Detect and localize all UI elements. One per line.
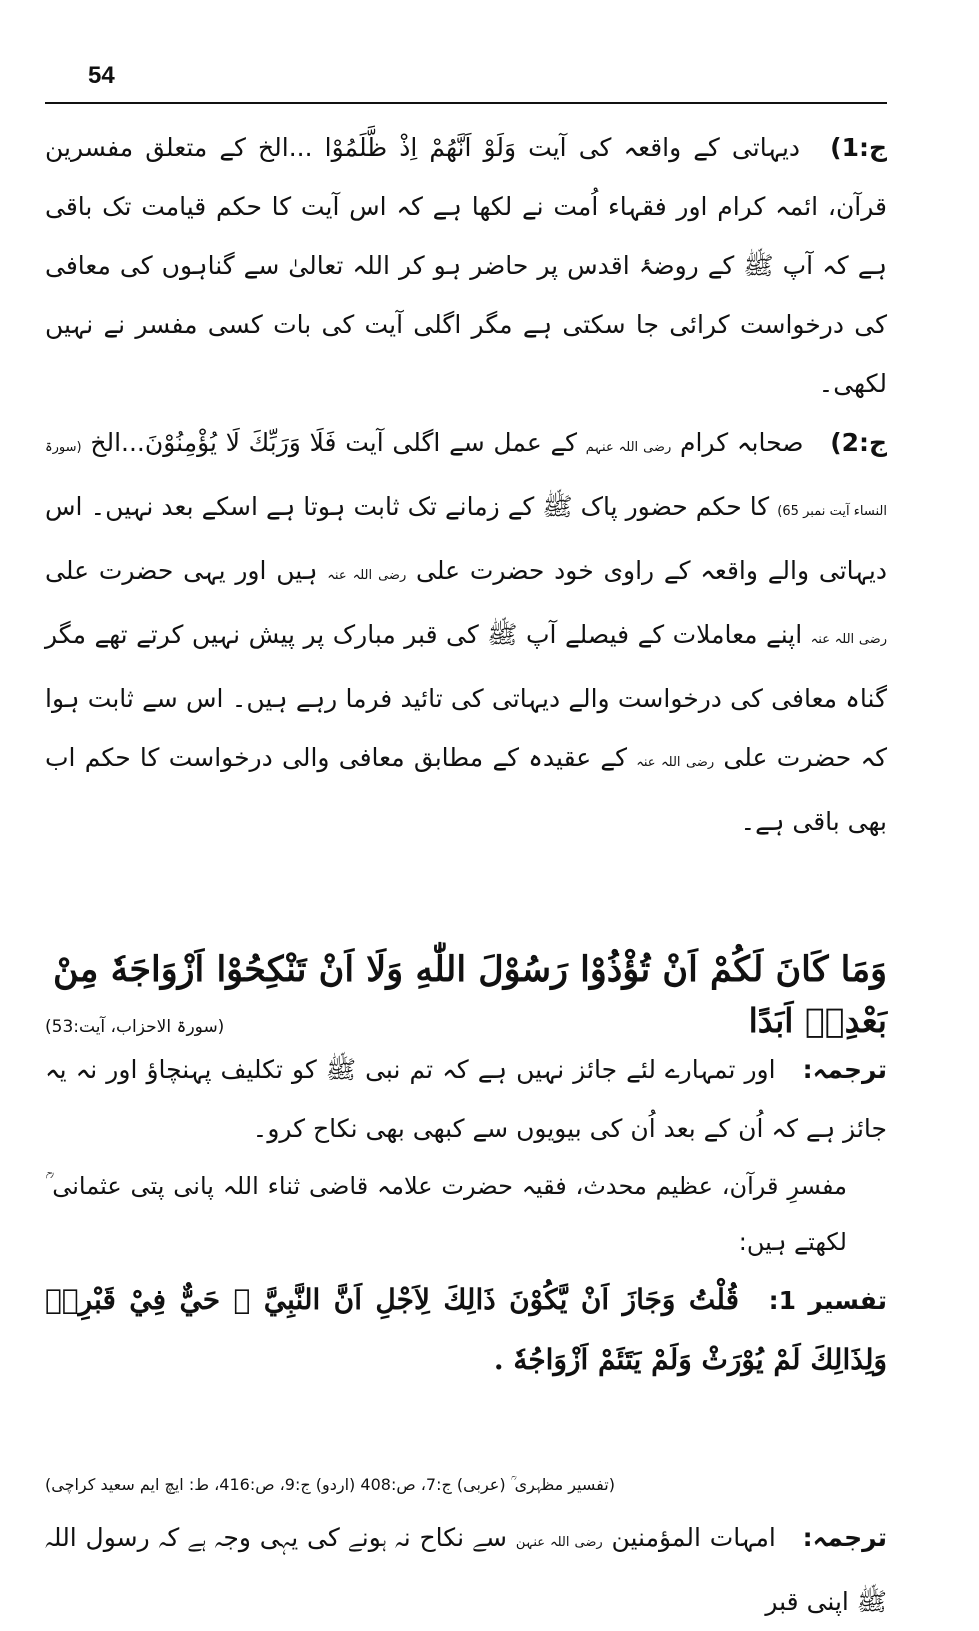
answer-2-text-a: صحابہ کرام	[679, 428, 804, 457]
tafsir-1-text: قُلْتُ وَجَازَ اَنْ يَّكُوْنَ ذَالِكَ لِاَجْلِ اَنَّ النَّبِيَّ ﷺ حَيٌّ فِيْ قَبْرِهٖ وَلِذَالِكَ لَمْ يُوْرَثْ وَلَمْ يَتَئَمْ اَزْوَاجُهٗ .	[45, 1283, 887, 1376]
header-rule	[45, 102, 887, 104]
answer-2-text-c: کا حکم حضور پاک ﷺ کے زمانے تک ثابت ہوتا ہے اسکے بعد نہیں۔ اس دیہاتی والے واقعہ کے راوی خود حضرت علی	[45, 492, 888, 585]
quran-verse-line-2: بَعْدِهٖ اَبَدًا	[748, 1001, 887, 1040]
translation-1-text: اور تمہارے لئے جائز نہیں ہے کہ تم نبی ﷺ کو تکلیف پہنچاؤ اور نہ یہ جائز ہے کہ اُن کے بعد اُن کی بیویوں سے کبھی بھی نکاح کرو۔	[45, 1055, 887, 1143]
honorific-ali-1: رضی اللہ عنہ	[327, 568, 407, 583]
page-content	[45, 118, 887, 1631]
spacer	[45, 1390, 887, 1452]
answer-2-text-e: اپنے معاملات کے فیصلے آپ ﷺ کی قبر مبارک پر پیش نہیں کرتے تھے مگر گناہ معافی کی درخواست والے دیہاتی کی تائید فرما رہے ہیں۔ اس سے ثابت ہوا کہ حضرت علی	[45, 620, 887, 772]
answer-2-label: ج:2)	[830, 428, 888, 457]
answer-1-text: دیہاتی کے واقعہ کی آیت وَلَوْ اَنَّهُمْ اِذْ ظَّلَمُوْا ...الخ کے متعلق مفسرین قرآن، ائمہ کرام اور فقہاء اُمت نے لکھا ہے کہ اس آیت کا حکم قیامت تک باقی ہے کہ آپ ﷺ کے روضۂ اقدس پر حاضر ہو کر اللہ تعالیٰ سے گناہوں کی معافی کی درخواست کرائی جا سکتی ہے مگر اگلی آیت کی بات کسی مفسر نے نہیں لکھی۔	[45, 133, 887, 398]
tafsir-intro: مفسرِ قرآن، عظیم محدث، فقیہ حضرت علامہ قاضی ثناء اللہ پانی پتی عثمانی ؒ لکھتے ہیں:	[45, 1172, 847, 1256]
answer-2-text-d: ہیں اور یہی حضرت علی	[45, 556, 318, 585]
translation-2-text-a: امہات المؤمنین	[611, 1523, 776, 1552]
footnote-reference: (تفسیر مظہری ؒ (عربی) ج:7، ص:408 (اردو) ج:9، ص:416، ط: ایچ ایم سعید کراچی)	[45, 1475, 615, 1494]
answer-2-text-f: کے عقیدہ کے مطابق معافی والی درخواست کا حکم اب بھی باقی ہے۔	[45, 743, 887, 836]
translation-2-label: ترجمہ:	[802, 1523, 888, 1552]
answer-1	[45, 118, 887, 413]
translation-1-label: ترجمہ:	[802, 1055, 887, 1084]
tafsir-1-label: تفسیر 1:	[768, 1286, 888, 1315]
translation-2	[45, 1508, 887, 1631]
honorific-ali-3: رضی اللہ عنہ	[636, 755, 715, 770]
answer-1-label: ج:1)	[830, 133, 887, 162]
answer-2	[45, 413, 887, 851]
surah-reference: (سورۃ النساء آیت نمبر 65)	[45, 440, 887, 519]
honorific-ali-2: رضی اللہ عنہ	[810, 632, 887, 647]
translation-1	[45, 1040, 887, 1158]
tafsir-1	[45, 1270, 887, 1390]
honorific-ummahat: رضی اللہ عنہن	[515, 1535, 603, 1550]
page-number: 54	[88, 62, 115, 89]
verse-reference: (سورۃ الاحزاب، آیت:53)	[45, 1017, 225, 1037]
answer-2-text-b: کے عمل سے اگلی آیت فَلَا وَرَبِّكَ لَا يُؤْمِنُوْنَ...الخ	[90, 428, 578, 457]
quran-verse-line-1: وَمَا كَانَ لَكُمْ اَنْ تُؤْذُوْا رَسُوْلَ اللّٰهِ وَلَا اَنْ تَنْكِحُوْا اَزْوَاجَهٗ مِنْ	[53, 949, 887, 990]
honorific-sahaba: رضی اللہ عنہم	[585, 440, 672, 455]
translation-2-text-b: سے نکاح نہ ہونے کی یہی وجہ ہے کہ رسول اللہ ﷺ اپنی قبر	[45, 1523, 887, 1616]
